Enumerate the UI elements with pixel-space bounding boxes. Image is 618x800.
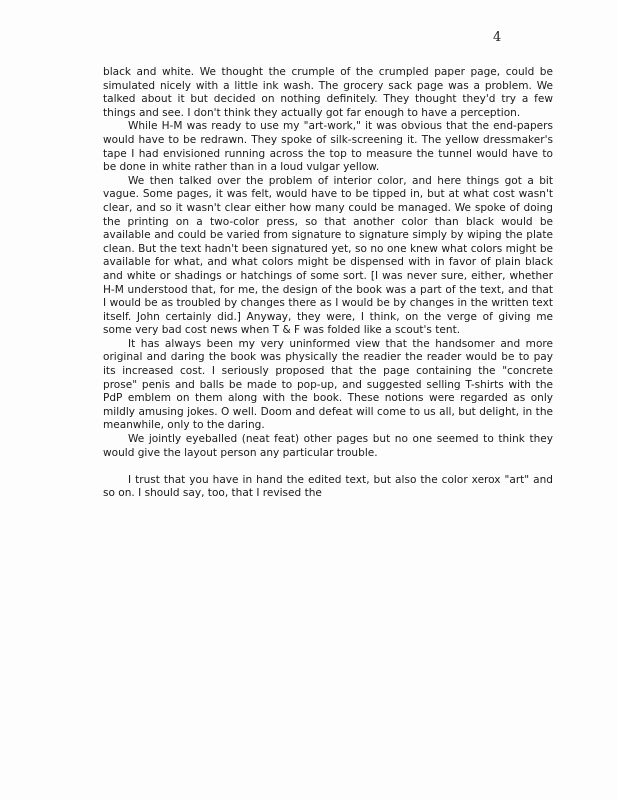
page-number: 4 — [493, 30, 502, 45]
paragraph-3: We then talked over the problem of interior color, and here things got a bit vague. Some pages, it was felt, would have to be tipped in, but at what cost wasn't clear, and so it wasn't clear either how many could be managed. We spoke of doing the printing on a two-color press, so that another color than black would be available and could be varied from signature to signature simply by wiping the plate clean. But the text hadn't been signatured yet, so no one knew what colors might be available for what, and what colors might be dispensed with in favor of plain black and white or shadings or hatchings of some sort. [I was never sure, either, whether H-M understood that, for me, the design of the book was a part of the text, and that I would be as troubled by changes there as I would be by changes in the written text itself. John certainly did.] Anyway, they were, I think, on the verge of giving me some very bad cost news when T & F was folded like a scout's tent. — [103, 174, 553, 337]
paragraph-5: We jointly eyeballed (neat feat) other pages but no one seemed to think they would give the layout person any particular trouble. — [103, 433, 553, 459]
paragraph-6: I trust that you have in hand the edited text, but also the color xerox "art" and so on. I should say, too, that I revised the — [103, 473, 553, 500]
paragraph-1: black and white. We thought the crumple of the crumpled paper page, could be simulated nicely with a little ink wash. The grocery sack page was a problem. We talked about it but decided on nothing definitely. They thought they'd try a few things and see. I don't think they actually got far enough to have a perception. — [103, 66, 553, 119]
paragraph-2: While H-M was ready to use my "art-work," it was obvious that the end-papers would have to be redrawn. They spoke of silk-screening it. The yellow dressmaker's tape I had envisioned running across the top to measure the tunnel would have to be done in white rather than in a loud vulgar yellow. — [103, 120, 553, 174]
paragraph-4: It has always been my very uninformed view that the handsomer and more original and daring the book was physically the readier the reader would be to pay its increased cost. I seriously proposed that the page containing the "concrete prose" penis and balls be made to pop-up, and suggested selling T-shirts with the PdP emblem on them along with the book. These notions were regarded as only mildly amusing jokes. O well. Doom and defeat will come to us all, but delight, in the meanwhile, only to the daring. — [103, 337, 553, 432]
letter-body — [103, 66, 553, 501]
